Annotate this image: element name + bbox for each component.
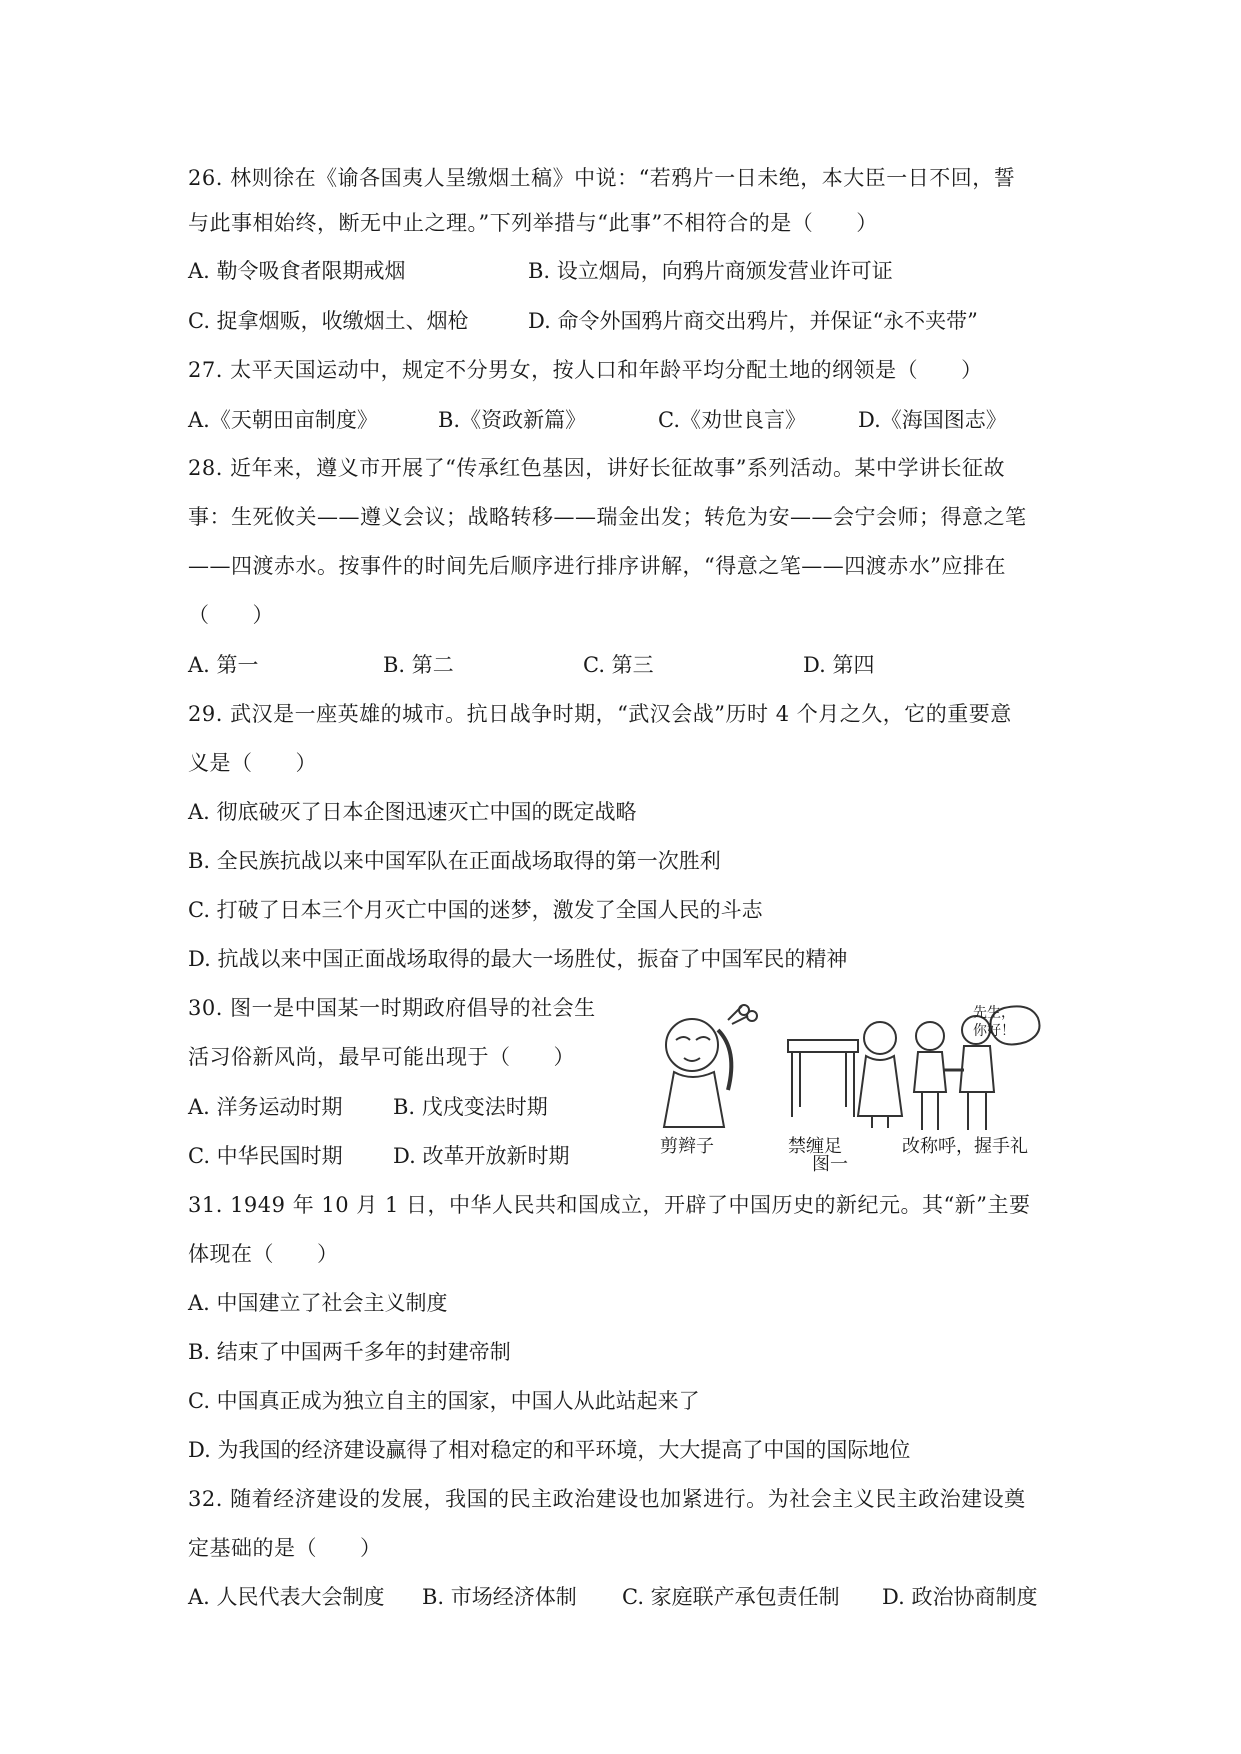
q29-option-a: A. 彻底破灭了日本企图迅速灭亡中国的既定战略 [188,800,637,824]
q29-stem-line1: 29. 武汉是一座英雄的城市。抗日战争时期，“武汉会战”历时 4 个月之久，它的重要意 [188,702,1012,726]
q30-option-b: B. 戊戌变法时期 [393,1095,548,1119]
q26-stem-line2: 与此事相始终，断无中止之理。”下列举措与“此事”不相符合的是（ ） [188,211,878,235]
q32-option-b: B. 市场经济体制 [422,1585,577,1609]
q27-option-d: D.《海国图志》 [858,408,1007,432]
q31-stem-line1: 31. 1949 年 10 月 1 日，中华人民共和国成立，开辟了中国历史的新纪元。其“新”主要 [188,1193,1031,1217]
q26-option-a: A. 勒令吸食者限期戒烟 [188,259,406,283]
q27-option-b: B.《资政新篇》 [438,408,587,432]
q26-stem-line1: 26. 林则徐在《谕各国夷人呈缴烟土稿》中说：“若鸦片一日未绝，本大臣一日不回，誓 [188,166,1016,190]
figure-1-illustration [640,1000,1042,1170]
table-icon [788,1040,858,1052]
speech-bubble-line2: 你好！ [973,1023,1015,1039]
q30-stem-line2: 活习俗新风尚，最早可能出现于（ ） [188,1045,575,1069]
q28-stem-line1: 28. 近年来，遵义市开展了“传承红色基因，讲好长征故事”系列活动。某中学讲长征故 [188,456,1006,480]
q30-option-d: D. 改革开放新时期 [393,1144,570,1168]
q31-option-a: A. 中国建立了社会主义制度 [188,1291,448,1315]
q32-option-c: C. 家庭联产承包责任制 [622,1585,840,1609]
q29-stem-line2: 义是（ ） [188,751,317,775]
figure-1-panel1-label: 剪辫子 [660,1136,714,1157]
figure-1-caption: 图一 [812,1154,848,1175]
q28-option-b: B. 第二 [383,653,454,677]
q26-option-c: C. 捉拿烟贩，收缴烟土、烟枪 [188,309,469,333]
q27-option-a: A.《天朝田亩制度》 [188,408,378,432]
q27-option-c: C.《劝世良言》 [658,408,806,432]
woman-head-icon [864,1022,896,1054]
q31-option-d: D. 为我国的经济建设赢得了相对稳定的和平环境，大大提高了中国的国际地位 [188,1438,911,1462]
q28-option-c: C. 第三 [583,653,654,677]
figure-1-panel3-label: 改称呼，握手礼 [902,1136,1028,1157]
q29-option-b: B. 全民族抗战以来中国军队在正面战场取得的第一次胜利 [188,849,721,873]
q30-stem-line1: 30. 图一是中国某一时期政府倡导的社会生 [188,996,596,1020]
q32-option-a: A. 人民代表大会制度 [188,1585,385,1609]
q29-option-c: C. 打破了日本三个月灭亡中国的迷梦，激发了全国人民的斗志 [188,898,763,922]
q28-stem-line3: ——四渡赤水。按事件的时间先后顺序进行排序讲解，“得意之笔——四渡赤水”应排在 [188,554,1006,578]
q31-stem-line2: 体现在（ ） [188,1242,339,1266]
q26-option-b: B. 设立烟局，向鸦片商颁发营业许可证 [528,259,893,283]
figure-1-panel2-label: 禁缠足 [788,1136,842,1157]
q27-stem-line1: 27. 太平天国运动中，规定不分男女，按人口和年龄平均分配土地的纲领是（ ） [188,358,983,382]
man-left-head-icon [916,1022,944,1050]
q28-stem-line4: （ ） [188,603,274,627]
q29-option-d: D. 抗战以来中国正面战场取得的最大一场胜仗，振奋了中国军民的精神 [188,947,848,971]
q31-option-c: C. 中国真正成为独立自主的国家，中国人从此站起来了 [188,1389,700,1413]
q31-option-b: B. 结束了中国两千多年的封建帝制 [188,1340,511,1364]
q28-option-d: D. 第四 [803,653,875,677]
q32-option-d: D. 政治协商制度 [882,1585,1038,1609]
q30-option-c: C. 中华民国时期 [188,1144,343,1168]
q26-option-d: D. 命令外国鸦片商交出鸦片，并保证“永不夹带” [528,309,978,333]
q30-option-a: A. 洋务运动时期 [188,1095,343,1119]
q32-stem-line2: 定基础的是（ ） [188,1536,382,1560]
q28-option-a: A. 第一 [188,653,259,677]
man-head-icon [666,1019,718,1071]
speech-bubble-line1: 先生， [973,1005,1015,1021]
q28-stem-line2: 事：生死攸关——遵义会议；战略转移——瑞金出发；转危为安——会宁会师；得意之笔 [188,505,1027,529]
q32-stem-line1: 32. 随着经济建设的发展，我国的民主政治建设也加紧进行。为社会主义民主政治建设奠 [188,1487,1026,1511]
